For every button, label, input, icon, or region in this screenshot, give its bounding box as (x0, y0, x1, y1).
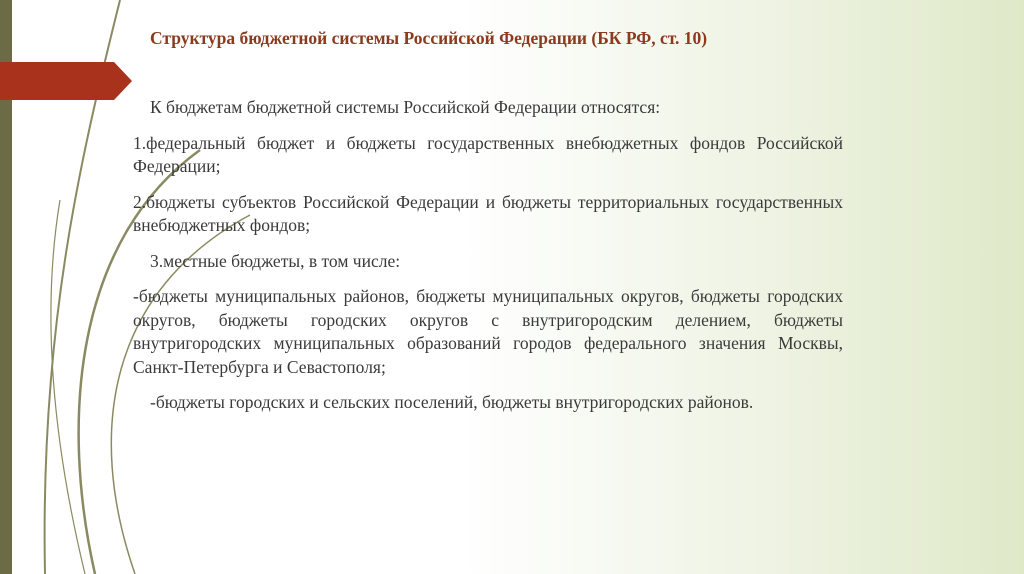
slide-title: Структура бюджетной системы Российской Федерации (БК РФ, ст. 10) (150, 28, 708, 48)
sub-item-1: -бюджеты муниципальных районов, бюджеты муниципальных округов, бюджеты городских округов, бюджеты городских округов с внутригородским делением, бюджеты внутригородских муниципальных образований городов федерального значения Москвы, Санкт-Петербурга и Севастополя; (133, 286, 843, 377)
list-item-3: 3.местные бюджеты, в том числе: (150, 250, 401, 271)
sub-item-2: -бюджеты городских и сельских поселений, бюджеты внутригородских районов. (150, 392, 754, 412)
list-item-2: 2.бюджеты субъектов Российской Федерации и бюджеты территориальных государственных внебюджетных фондов; (133, 191, 843, 235)
arrow-pointer-shape (0, 62, 132, 100)
list-item-1: 1.федеральный бюджет и бюджеты государственных внебюджетных фондов Российской Федерации; (133, 132, 843, 176)
slide-content (133, 96, 843, 427)
intro-text: К бюджетам бюджетной системы Российской Федерации относятся: (150, 97, 661, 117)
